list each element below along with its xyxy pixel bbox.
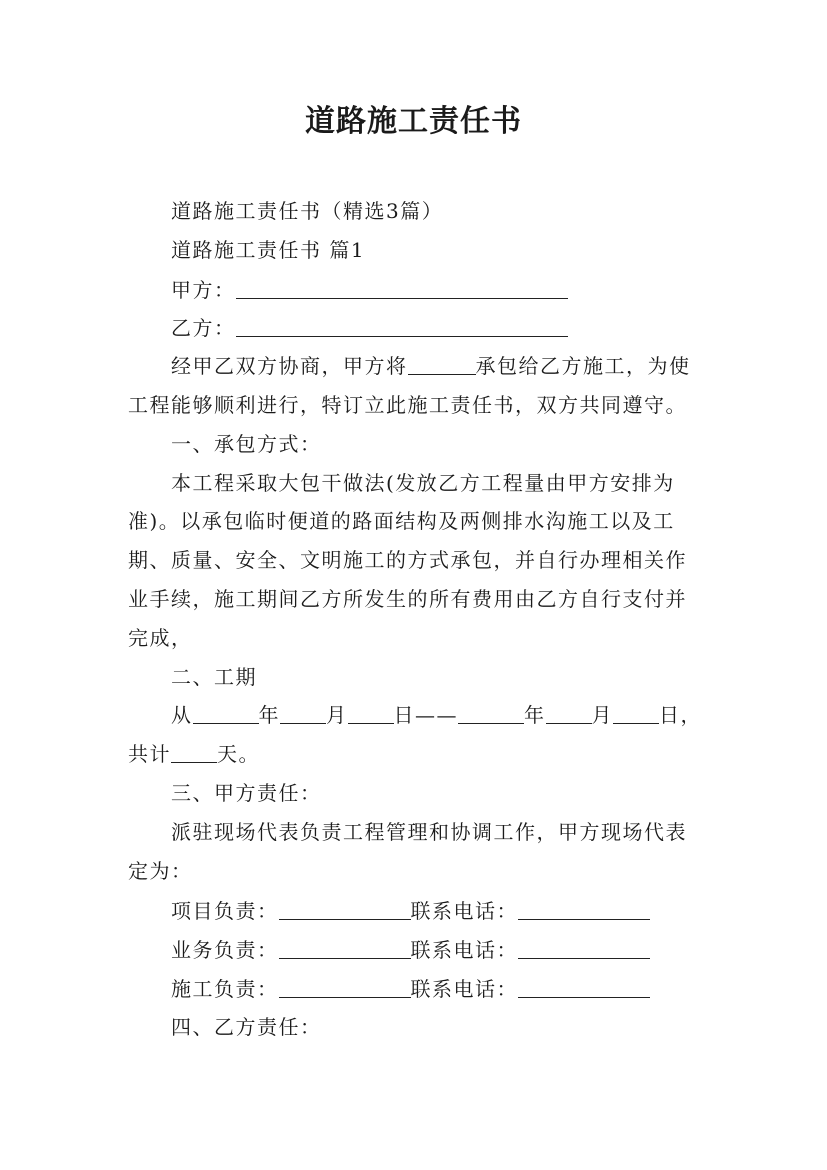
start-day-blank: [348, 703, 394, 724]
heading-1: 一、承包方式：: [171, 432, 322, 456]
project-blank: [408, 354, 476, 375]
start-month-blank: [280, 703, 326, 724]
party-b-blank: [236, 316, 568, 337]
party-b-label: 乙方：: [171, 316, 236, 340]
period-from: 从: [171, 703, 193, 727]
party-a-line: [171, 276, 761, 304]
total-days-blank: [171, 742, 217, 763]
party-b-line: [171, 314, 761, 342]
para1-line2: 工程能够顺利进行，特订立此施工责任书，双方共同遵守。: [128, 393, 687, 417]
para3-line1: 派驻现场代表负责工程管理和协调工作，甲方现场代表: [171, 820, 687, 844]
total-suffix: 天。: [217, 742, 260, 766]
total-days-line: [128, 740, 718, 768]
contact-row: [171, 897, 761, 925]
contact-name-blank: [279, 899, 411, 920]
contact-phone-blank: [518, 899, 650, 920]
para3-line2: 定为：: [128, 859, 193, 883]
contact-phone-blank: [518, 938, 650, 959]
contact-role: 项目负责：: [171, 899, 279, 923]
para1-text-a: 经甲乙双方协商，甲方将: [171, 354, 408, 378]
para2-line4: 业手续，施工期间乙方所发生的所有费用由乙方自行支付并: [128, 587, 687, 611]
para2-line2: 准)。以承包临时便道的路面结构及两侧排水沟施工以及工: [128, 509, 675, 533]
heading-3: 三、甲方责任：: [171, 781, 322, 805]
contact-name-blank: [279, 938, 411, 959]
period-line: [171, 701, 761, 729]
year-label: 年: [258, 703, 280, 727]
end-year-blank: [458, 703, 524, 724]
year-label-2: 年: [524, 703, 546, 727]
day-label: 日: [393, 703, 415, 727]
contact-name-blank: [279, 977, 411, 998]
contact-phone-label: 联系电话：: [410, 977, 518, 1001]
contact-row: [171, 975, 761, 1003]
document-title: 道路施工责任书: [305, 104, 522, 139]
day-end-label: 日，: [659, 703, 702, 727]
contact-role: 施工负责：: [171, 977, 279, 1001]
month-label: 月: [326, 703, 348, 727]
intro-line: 道路施工责任书（精选3篇）: [171, 199, 444, 223]
heading-2: 二、工期: [171, 665, 257, 689]
contact-role: 业务负责：: [171, 938, 279, 962]
para2-line3: 期、质量、安全、文明施工的方式承包，并自行办理相关作: [128, 548, 687, 572]
contact-phone-blank: [518, 977, 650, 998]
para2-line5: 完成，: [128, 626, 193, 650]
contact-phone-label: 联系电话：: [410, 899, 518, 923]
start-year-blank: [193, 703, 259, 724]
end-month-blank: [546, 703, 592, 724]
contact-phone-label: 联系电话：: [410, 938, 518, 962]
party-a-blank: [236, 278, 568, 299]
end-day-blank: [613, 703, 659, 724]
dash: ——: [415, 703, 458, 727]
section-title: 道路施工责任书 篇1: [171, 238, 366, 262]
para2-line1: 本工程采取大包干做法(发放乙方工程量由甲方安排为: [171, 471, 675, 495]
month-label-2: 月: [591, 703, 613, 727]
heading-4: 四、乙方责任：: [171, 1015, 322, 1039]
para1-line1: [171, 352, 761, 380]
party-a-label: 甲方：: [171, 278, 236, 302]
total-prefix: 共计: [128, 742, 171, 766]
para1-text-b: 承包给乙方施工，为使: [475, 354, 691, 378]
contact-row: [171, 936, 761, 964]
